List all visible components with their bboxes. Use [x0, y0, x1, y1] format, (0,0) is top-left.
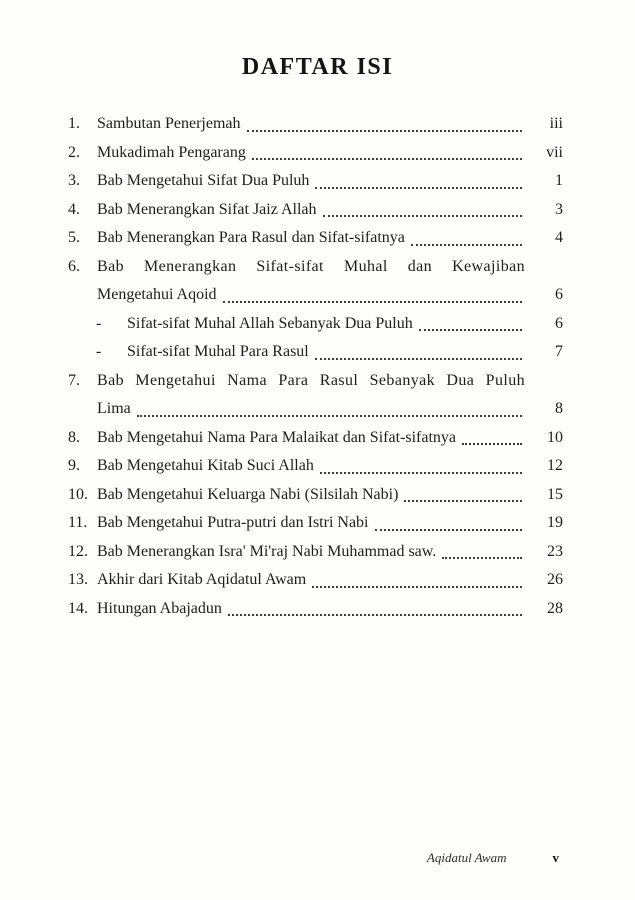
entry-text: [97, 367, 525, 424]
dot-leader: [312, 566, 522, 588]
entry-line-text: Mengetahui Aqoid: [97, 286, 217, 303]
entry-text: [97, 452, 525, 481]
toc-entry: [68, 424, 563, 453]
footer-page-number: v: [552, 850, 559, 865]
entry-line: [97, 167, 525, 196]
entry-line-text: Sifat-sifat Muhal Allah Sebanyak Dua Puluh: [127, 314, 413, 332]
toc-entry: [68, 253, 563, 310]
entry-page-number: 7: [555, 343, 563, 360]
entry-page-number: 28: [547, 599, 563, 617]
entry-number: 13.: [68, 571, 88, 588]
dot-leader: [411, 224, 522, 246]
entry-line: [97, 424, 525, 453]
entry-number: 1.: [68, 115, 80, 132]
entry-line: [97, 595, 525, 624]
entry-page-number: 1: [555, 172, 563, 189]
entry-number: 4.: [68, 200, 80, 218]
toc-entry: [68, 538, 563, 567]
dot-leader: [323, 196, 523, 218]
entry-text: [97, 110, 525, 139]
entry-line: [97, 281, 525, 310]
entry-line: [97, 196, 525, 225]
entry-page-number: vii: [546, 143, 563, 161]
entry-line-text: Bab Mengetahui Putra-putri dan Istri Nabi: [97, 514, 369, 531]
entry-line-text: Lima: [97, 400, 131, 417]
entry-text: [97, 424, 525, 453]
entry-number: 14.: [68, 599, 88, 617]
entry-line-text: Bab Mengetahui Kitab Suci Allah: [97, 457, 314, 474]
entry-text: [97, 538, 525, 567]
entry-dash: -: [96, 314, 102, 332]
entry-line: [97, 509, 525, 538]
dot-leader: [137, 395, 522, 417]
entry-page-number: 23: [547, 542, 563, 560]
entry-line: [97, 110, 525, 139]
entry-line: [97, 224, 525, 253]
entry-number: 6.: [68, 257, 80, 275]
entry-line-text: Sifat-sifat Muhal Para Rasul: [127, 343, 309, 360]
entry-page-number: 12: [547, 457, 563, 474]
dot-leader: [442, 538, 522, 560]
toc-entry: [68, 509, 563, 538]
toc-entry: [68, 481, 563, 510]
entry-page-number: 3: [555, 200, 563, 218]
dot-leader: [315, 167, 522, 189]
dot-leader: [247, 110, 522, 132]
toc-entry: [68, 452, 563, 481]
entry-number: 12.: [68, 542, 88, 560]
entry-number: 3.: [68, 172, 80, 189]
page-footer: [427, 850, 559, 866]
entry-line: [127, 338, 525, 367]
entry-line: Bab Menerangkan Sifat-sifat Muhal dan Kewajiban: [97, 257, 525, 275]
entry-page-number: 8: [555, 400, 563, 417]
entry-page-number: iii: [549, 115, 563, 132]
entry-line: [97, 395, 525, 424]
dot-leader: [252, 139, 522, 161]
dot-leader: [223, 281, 522, 303]
dot-leader: [404, 481, 522, 503]
toc-entry: [68, 224, 563, 253]
entry-text: [97, 167, 525, 196]
entry-page-number: 4: [555, 229, 563, 246]
entry-line-text: Bab Mengetahui Keluarga Nabi (Silsilah Nabi): [97, 485, 399, 503]
toc-entry: [68, 566, 563, 595]
entry-line-text: Bab Mengetahui Sifat Dua Puluh: [97, 172, 310, 189]
entry-text: [97, 196, 525, 225]
table-of-contents: [68, 110, 563, 623]
entry-page-number: 15: [547, 485, 563, 503]
entry-page-number: 26: [547, 571, 563, 588]
entry-line: [127, 310, 525, 339]
entry-number: 8.: [68, 428, 80, 446]
entry-text: [97, 224, 525, 253]
entry-line: [97, 566, 525, 595]
entry-text: [97, 139, 525, 168]
entry-line: [97, 452, 525, 481]
entry-line-text: Akhir dari Kitab Aqidatul Awam: [97, 571, 307, 588]
entry-line-text: Bab Menerangkan Para Rasul dan Sifat-sifatnya: [97, 229, 405, 246]
entry-number: 7.: [68, 371, 80, 389]
dot-leader: [375, 509, 523, 531]
toc-entry: [68, 110, 563, 139]
entry-text: [97, 595, 525, 624]
toc-entry: [68, 367, 563, 424]
entry-line-text: Sambutan Penerjemah: [97, 115, 241, 132]
entry-line-text: Bab Mengetahui Nama Para Malaikat dan Sifat-sifatnya: [97, 428, 456, 446]
dot-leader: [462, 424, 522, 446]
entry-line: [97, 481, 525, 510]
toc-entry: [68, 139, 563, 168]
entry-page-number: 6: [555, 286, 563, 303]
page-title: DAFTAR ISI: [241, 54, 394, 80]
dot-leader: [419, 310, 522, 332]
entry-page-number: 6: [555, 314, 563, 332]
toc-entry: [68, 167, 563, 196]
entry-text: [97, 509, 525, 538]
entry-text: [127, 310, 525, 339]
toc-entry: [96, 338, 563, 367]
entry-number: 2.: [68, 143, 80, 161]
dot-leader: [315, 338, 522, 360]
entry-dash: -: [96, 343, 102, 360]
entry-line: Bab Mengetahui Nama Para Rasul Sebanyak Dua Puluh: [97, 371, 525, 389]
entry-number: 11.: [68, 514, 88, 531]
entry-line-text: Hitungan Abajadun: [97, 599, 222, 617]
dot-leader: [228, 595, 522, 617]
entry-number: 10.: [68, 485, 88, 503]
entry-page-number: 10: [547, 428, 563, 446]
entry-number: 9.: [68, 457, 80, 474]
entry-text: [97, 253, 525, 310]
entry-line-text: Bab Menerangkan Sifat Jaiz Allah: [97, 200, 317, 218]
entry-number: 5.: [68, 229, 80, 246]
entry-line-text: Bab Menerangkan Isra' Mi'raj Nabi Muhammad saw.: [97, 542, 437, 560]
entry-line-text: Mukadimah Pengarang: [97, 143, 246, 161]
entry-text: [97, 481, 525, 510]
dot-leader: [320, 452, 522, 474]
footer-book-title: Aqidatul Awam: [426, 850, 507, 865]
toc-entry: [68, 595, 563, 624]
entry-text: [97, 566, 525, 595]
toc-entry: [96, 310, 563, 339]
entry-line: [97, 139, 525, 168]
entry-line: [97, 538, 525, 567]
entry-text: [127, 338, 525, 367]
toc-entry: [68, 196, 563, 225]
entry-page-number: 19: [547, 514, 563, 531]
